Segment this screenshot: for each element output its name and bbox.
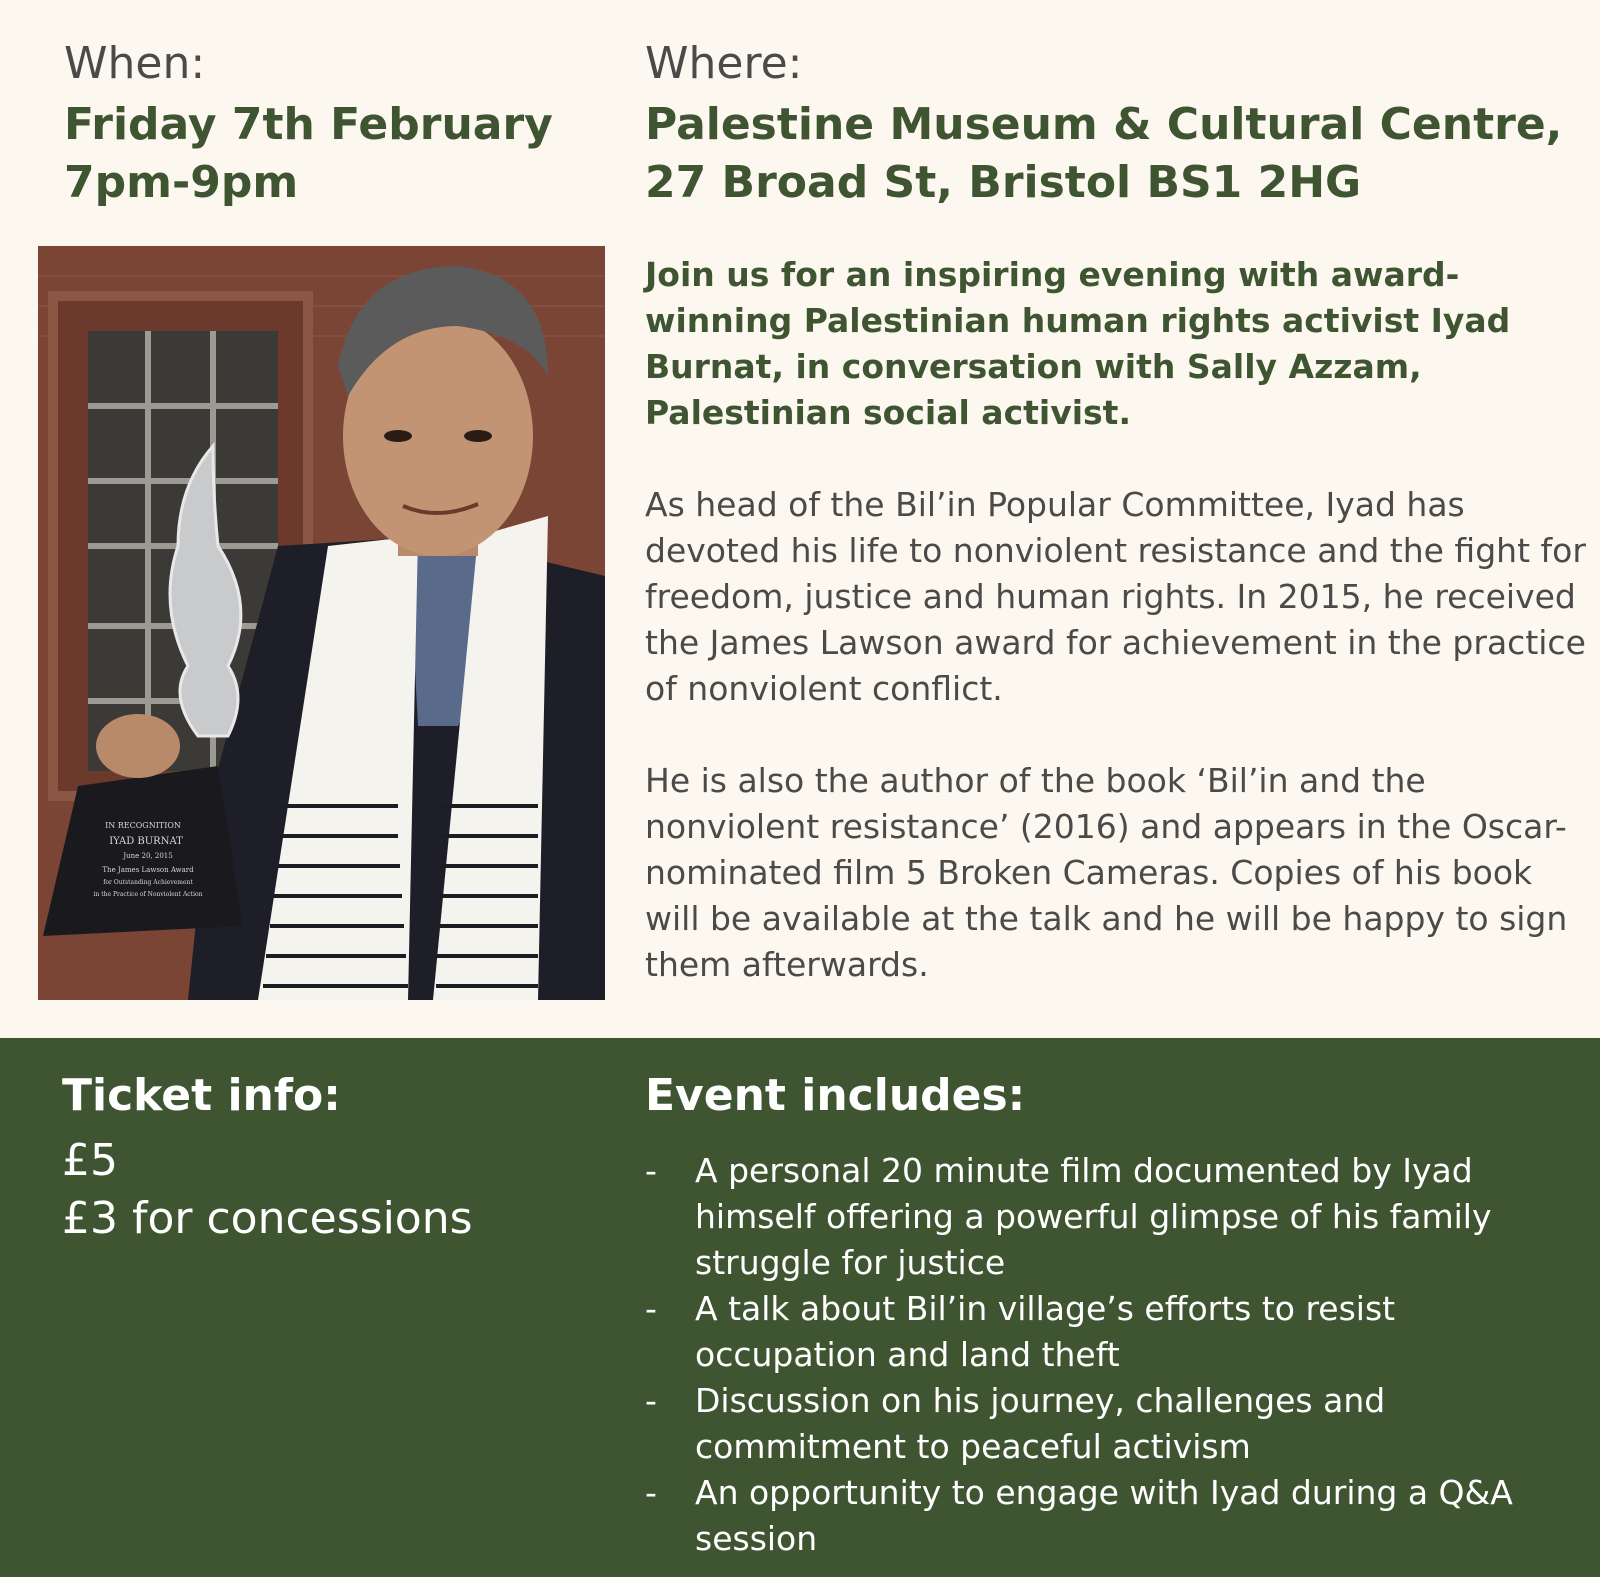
trophy-line-2: IYAD BURNAT	[109, 836, 183, 847]
ticket-price: £5	[62, 1135, 118, 1186]
event-includes-title: Event includes:	[645, 1070, 1026, 1121]
where-label: Where:	[645, 38, 803, 89]
bullet-dash: -	[645, 1289, 657, 1328]
ticket-concession-price: £3 for concessions	[62, 1193, 473, 1244]
bullet-dash: -	[645, 1381, 657, 1420]
list-item	[645, 1378, 1585, 1470]
event-includes-list	[645, 1148, 1585, 1562]
event-time: 7pm-9pm	[64, 157, 299, 208]
trophy-line-5: for Outstanding Achievement	[103, 879, 193, 886]
bullet-dash: -	[645, 1151, 657, 1190]
list-item-text: An opportunity to engage with Iyad during a Q&A session	[695, 1473, 1513, 1558]
list-item	[645, 1286, 1585, 1378]
list-item-text: A talk about Bil’in village’s efforts to resist occupation and land theft	[695, 1289, 1396, 1374]
list-item	[645, 1148, 1585, 1286]
list-item-text: A personal 20 minute film documented by Iyad himself offering a powerful glimpse of his family struggle for justice	[695, 1151, 1492, 1282]
book-paragraph: He is also the author of the book ‘Bil’in and the nonviolent resistance’ (2016) and appears in the Oscar-nominated film 5 Broken Cameras. Copies of his book will be available at the talk and he will be happy to sign them afterwards.	[645, 761, 1568, 984]
trophy-line-6: in the Practice of Nonviolent Action	[93, 891, 203, 898]
bio-paragraph: As head of the Bil’in Popular Committee, Iyad has devoted his life to nonviolent resistance and the fight for freedom, justice and human rights. In 2015, he received the James Lawson award for achievement in the practice of nonviolent conflict.	[645, 485, 1586, 708]
trophy-line-3: June 20, 2015	[123, 852, 173, 860]
bullet-dash: -	[645, 1473, 657, 1512]
venue-address: 27 Broad St, Bristol BS1 2HG	[645, 157, 1362, 208]
venue-name: Palestine Museum & Cultural Centre,	[645, 99, 1563, 150]
event-date: Friday 7th February	[64, 99, 553, 150]
trophy-line-1: IN RECOGNITION	[105, 821, 181, 830]
speaker-photo-illustration	[38, 246, 605, 1000]
ticket-info-title: Ticket info:	[62, 1070, 341, 1121]
when-label: When:	[64, 38, 206, 89]
speaker-photo	[38, 246, 605, 1000]
list-item-text: Discussion on his journey, challenges and commitment to peaceful activism	[695, 1381, 1386, 1466]
event-intro: Join us for an inspiring evening with award-winning Palestinian human rights activist Iyad Burnat, in conversation with Sally Azzam, Palestinian social activist.	[645, 255, 1511, 432]
trophy-line-4: The James Lawson Award	[102, 866, 194, 874]
list-item	[645, 1470, 1585, 1562]
